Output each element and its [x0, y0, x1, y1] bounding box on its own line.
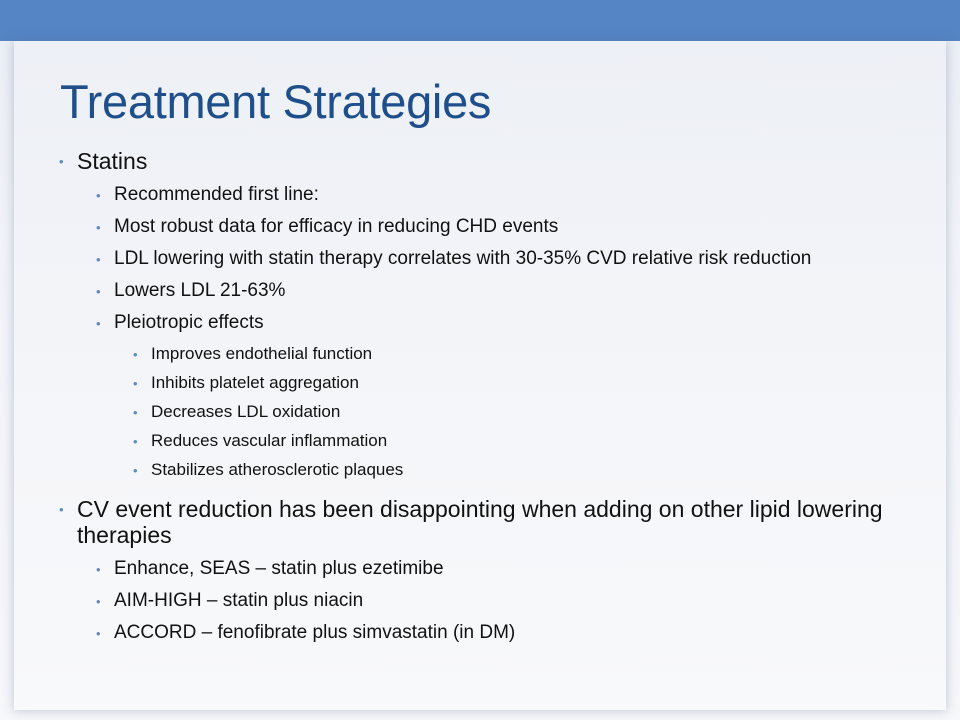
bullet-text: ACCORD – fenofibrate plus simvastatin (in DM)	[114, 622, 516, 643]
bullet-dot-icon: •	[96, 284, 101, 299]
bullet-dot-icon: •	[96, 626, 101, 641]
bullet-lowers-ldl	[95, 280, 918, 302]
bullet-dot-icon: •	[96, 562, 101, 577]
bullet-dot-icon: •	[96, 252, 101, 267]
bullet-text: Pleiotropic effects	[114, 312, 264, 333]
bullet-text: Recommended first line:	[114, 184, 319, 205]
bullet-dot-icon: •	[133, 376, 138, 391]
bullet-dot-icon: •	[133, 347, 138, 362]
bullet-cv-event-reduction	[58, 496, 918, 644]
bullet-text: Statins	[77, 148, 148, 174]
bullet-robust-data	[95, 216, 918, 238]
bullet-text: LDL lowering with statin therapy correlates with 30-35% CVD relative risk reduction	[114, 248, 812, 269]
cv-sub-list	[95, 558, 918, 644]
bullet-dot-icon: •	[133, 463, 138, 478]
bullet-statins	[58, 148, 918, 480]
bullet-ldl-lowering	[95, 248, 918, 270]
pleiotropic-sub-list	[132, 344, 918, 480]
slide-title: Treatment Strategies	[60, 75, 492, 128]
bullet-text: Decreases LDL oxidation	[151, 402, 341, 421]
bullet-recommended-first-line	[95, 184, 918, 206]
bullet-dot-icon: •	[59, 154, 64, 169]
bullet-accord	[95, 622, 918, 644]
bullet-endothelial	[132, 344, 918, 364]
bullet-dot-icon: •	[96, 594, 101, 609]
bullet-inflammation	[132, 431, 918, 451]
bullet-dot-icon: •	[133, 405, 138, 420]
bullet-ldl-oxidation	[132, 402, 918, 422]
bullet-text: AIM-HIGH – statin plus niacin	[114, 590, 364, 611]
bullet-text: Lowers LDL 21-63%	[114, 280, 286, 301]
bullet-pleiotropic-effects	[95, 312, 918, 480]
bullet-dot-icon: •	[59, 502, 64, 517]
slide-body	[58, 148, 918, 654]
bullet-text: Most robust data for efficacy in reducing CHD events	[114, 216, 559, 237]
bullet-enhance-seas	[95, 558, 918, 580]
bullet-dot-icon: •	[96, 220, 101, 235]
bullet-dot-icon: •	[96, 316, 101, 331]
bullet-aim-high	[95, 590, 918, 612]
bullet-text: Improves endothelial function	[151, 344, 373, 363]
bullet-text: Enhance, SEAS – statin plus ezetimibe	[114, 558, 444, 579]
bullet-dot-icon: •	[133, 434, 138, 449]
bullet-text: Inhibits platelet aggregation	[151, 373, 359, 392]
top-accent-bar	[0, 0, 960, 41]
bullet-text: CV event reduction has been disappointing when adding on other lipid lowering therapies	[77, 496, 883, 548]
bullet-platelet	[132, 373, 918, 393]
bullet-dot-icon: •	[96, 188, 101, 203]
bullet-list	[58, 148, 918, 644]
bullet-text: Stabilizes atherosclerotic plaques	[151, 460, 404, 479]
bullet-text: Reduces vascular inflammation	[151, 431, 388, 450]
statins-sub-list	[95, 184, 918, 480]
bullet-plaques	[132, 460, 918, 480]
